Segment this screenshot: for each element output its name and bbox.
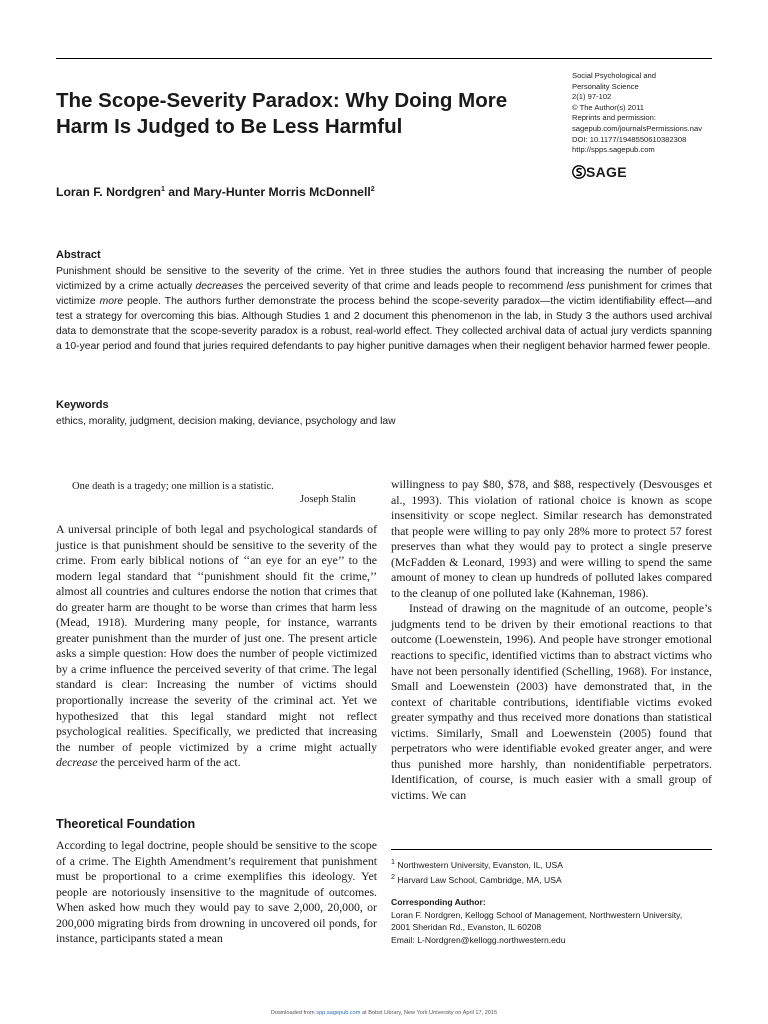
body-right-column [391, 477, 712, 803]
download-notice-text: at Bobst Library, New York University on April 17, 2015 [360, 1010, 498, 1016]
footnote-marker: 1 [391, 858, 395, 866]
journal-info [572, 71, 732, 156]
article-title: The Scope-Severity Paradox: Why Doing More Harm Is Judged to Be Less Harmful [56, 89, 508, 138]
abstract-heading: Abstract [56, 249, 101, 261]
top-rule [56, 58, 712, 59]
journal-line: DOI: 10.1177/1948550610382308 [572, 134, 687, 144]
footnote-rule [391, 849, 712, 850]
body-paragraph: Instead of drawing on the magnitude of an outcome, people’s judgments tend to be driven by their emotional reactions to that outcome (Loewenstein, 1996). And people have stronger emotional reactions to specific, identified victims than to abstract victims who have not been personally identified (Schelling, 1968). For instance, Small and Loewenstein (2003) have demonstrated that, in the context of charitable contributions, identifiable victims evoked greater sympathy and thus received more donations than statistical victims. Similarly, Small and Loewenstein (2005) found that perpetrators who were identifiable evoked greater anger, and were thus punished more harshly, than nonidentifiable perpetrators. Identification, of course, is much easier with a small group of victims. We can [391, 601, 712, 802]
download-notice [0, 1010, 768, 1016]
journal-line[interactable]: http://spps.sagepub.com [572, 145, 655, 155]
sage-swirl-icon [572, 165, 586, 179]
affiliation-footnote [391, 871, 712, 886]
corresponding-author [391, 896, 712, 946]
keywords-heading: Keywords [56, 399, 109, 411]
journal-line[interactable]: sagepub.com/journalsPermissions.nav [572, 123, 703, 133]
author-name: Loran F. Nordgren [56, 185, 161, 199]
abstract-segment: the perceived severity of that crime and leads people to recommend [243, 281, 567, 293]
corresponding-author-label: Corresponding Author: [391, 897, 486, 907]
abstract-segment: punishment for crimes that victimize [56, 281, 712, 308]
journal-line: Reprints and permission: [572, 113, 656, 123]
epigraph-quote: One death is a tragedy; one million is a statistic. [72, 481, 274, 492]
affiliation-footnote [391, 856, 712, 871]
abstract-segment: Punishment should be sensitive to the severity of the crime. Yet in three studies the authors found that increasing the number of people victimized by a crime actually [56, 266, 712, 293]
body-emphasis: decrease [56, 755, 98, 770]
body-paragraph: According to legal doctrine, people should be sensitive to the scope of a crime. The Eighth Amendment’s requirement that punishment must be proportional to a crime exemplifies this ideology. Yet people are notoriously insensitive to the magnitude of outcomes. When asked how much they would pay to save 2,000, 20,000, or 200,000 migrating birds from drowning in uncovered oil ponds, for instance, participants stated a mean [56, 838, 377, 946]
footnote-text: Northwestern University, Evanston, IL, USA [397, 859, 563, 870]
corresponding-author-email[interactable]: Email: L-Nordgren@kellogg.northwestern.edu [391, 934, 566, 945]
body-segment: the perceived harm of the act. [97, 755, 241, 770]
affiliation-marker: 2 [370, 185, 375, 193]
abstract-segment: people. The authors further demonstrate the process behind the scope-severity paradox—the victim identifiability effect—and test a strategy for overcoming this bias. Although Studies 1 and 2 document this phenomenon in the lab, in Study 3 the authors used archival data to demonstrate that the scope-severity paradox is a robust, real-world effect. They collected archival data of actual jury verdicts spanning a 10-year period and found that juries required defendants to pay higher punitive damages when their negligent behavior harmed fewer people. [56, 296, 713, 353]
keywords-list: ethics, morality, judgment, decision making, deviance, psychology and law [56, 416, 396, 427]
epigraph-attribution: Joseph Stalin [300, 494, 356, 505]
sage-wordmark: SAGE [586, 164, 627, 180]
download-source-link[interactable]: spp.sagepub.com [316, 1010, 361, 1016]
author-line [56, 185, 375, 199]
sage-logo [572, 164, 627, 180]
footnote-text: Harvard Law School, Cambridge, MA, USA [397, 875, 562, 886]
abstract-emphasis: less [566, 281, 586, 293]
corresponding-author-line: Loran F. Nordgren, Kellogg School of Management, Northwestern University, [391, 909, 683, 920]
abstract-text [56, 264, 712, 355]
abstract-emphasis: more [99, 296, 124, 308]
affiliation-marker: 1 [160, 185, 165, 193]
footnote-marker: 2 [391, 873, 395, 882]
body-left-column [56, 522, 377, 771]
abstract-emphasis: decreases [195, 281, 244, 293]
journal-line: 2(1) 97-102 [572, 92, 612, 102]
author-name: Mary-Hunter Morris McDonnell [193, 185, 371, 199]
journal-line: © The Author(s) 2011 [572, 102, 645, 112]
journal-line: Personality Science [572, 81, 639, 91]
body-segment: A universal principle of both legal and psychological standards of justice is that punishment should be sensitive to the severity of the crime. From early biblical notions of ‘‘an eye for an eye’’ to the modern legal standard that ‘‘punishment should fit the crime,’’ almost all countries and cultures endorse the notion that crimes that do greater harm are thought to be worse than crimes that harm less (Mead, 1918). Murdering many people, for instance, warrants greater punishment than the murder of just one. The present article asks a simple question: How does the number of people victimized by a crime influence the perceived severity of that crime. The legal standard is clear: Increasing the number of victims should proportionally increase the severity of the criminal act. Yet we hypothesized that this legal standard might not reflect psychological realities. Specifically, we predicted that increasing the number of people victimized by a crime might actually [56, 522, 377, 754]
affiliation-footnotes [391, 856, 712, 887]
body-left-column-continued [56, 838, 377, 947]
body-paragraph: willingness to pay $80, $78, and $88, respectively (Desvousges et al., 1993). This violation of rational choice is known as scope insensitivity or scope neglect. Similar research has demonstrated that people were willing to pay only 28% more to protect 57 forest preserves than what they would pay to protect a single preserve (McFadden & Leonard, 1993) and were willing to spend the same amount of money to clean up hundreds of polluted lakes compared to the cleanup of one polluted lake (Kahneman, 1986). [391, 477, 712, 600]
download-notice-text: Downloaded from [270, 1010, 317, 1016]
journal-line: Social Psychological and [572, 71, 657, 80]
body-paragraph [56, 522, 377, 771]
section-heading: Theoretical Foundation [56, 817, 196, 831]
corresponding-author-line: 2001 Sheridan Rd., Evanston, IL 60208 [391, 922, 542, 933]
author-conjunction: and [164, 185, 194, 199]
